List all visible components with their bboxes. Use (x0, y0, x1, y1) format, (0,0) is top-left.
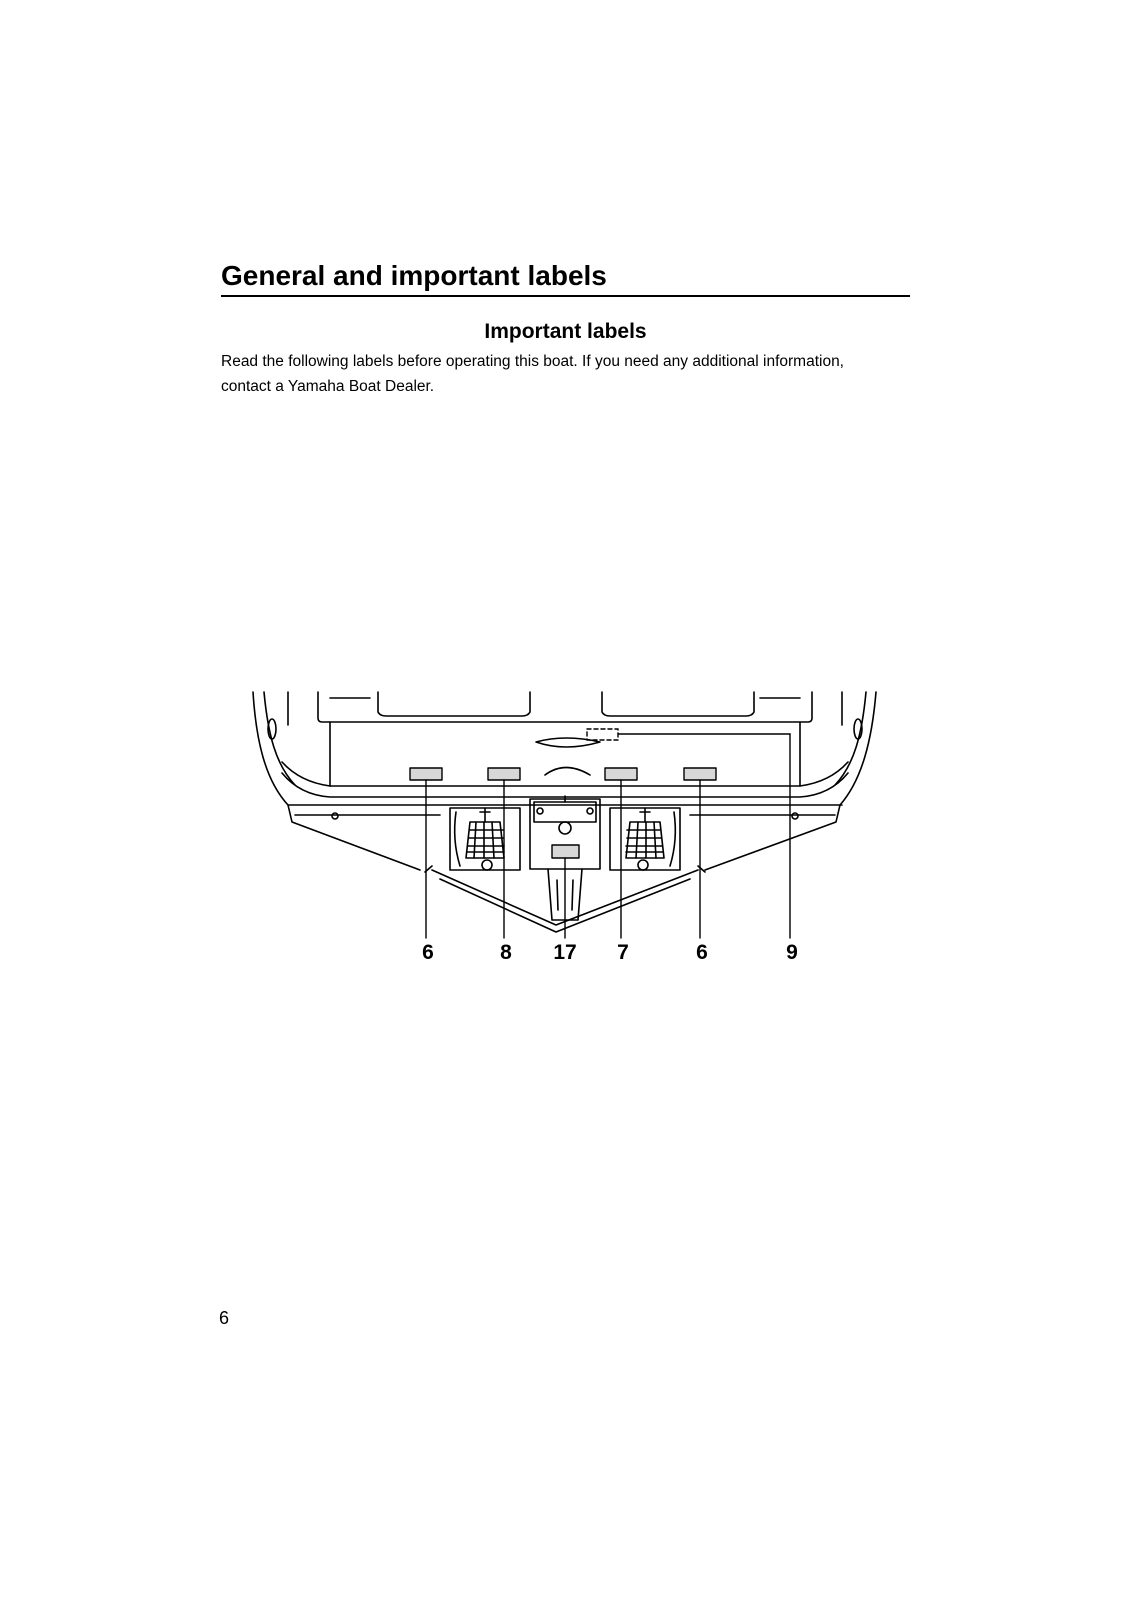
callout-17: 17 (553, 941, 577, 964)
hull-left-side (253, 692, 420, 870)
leader-lines (426, 734, 790, 938)
label-9-hidden (587, 729, 618, 740)
page-title: General and important labels (221, 258, 910, 297)
label-7 (605, 768, 637, 780)
intro-line-2: contact a Yamaha Boat Dealer. (221, 378, 435, 395)
callout-8: 8 (500, 941, 512, 964)
label-6-left (410, 768, 442, 780)
boat-stern-diagram (240, 680, 880, 980)
intro-paragraph (221, 349, 910, 399)
label-6-right (684, 768, 716, 780)
section-title: Important labels (484, 320, 647, 343)
callout-9: 9 (786, 941, 798, 964)
intro-line-1: Read the following labels before operating this boat. If you need any additional information, (221, 353, 844, 370)
callout-7: 7 (617, 941, 629, 964)
label-17 (552, 845, 579, 858)
label-8 (488, 768, 520, 780)
callout-6-left: 6 (422, 941, 434, 964)
page-number: 6 (219, 1308, 230, 1328)
callout-6-right: 6 (696, 941, 708, 964)
